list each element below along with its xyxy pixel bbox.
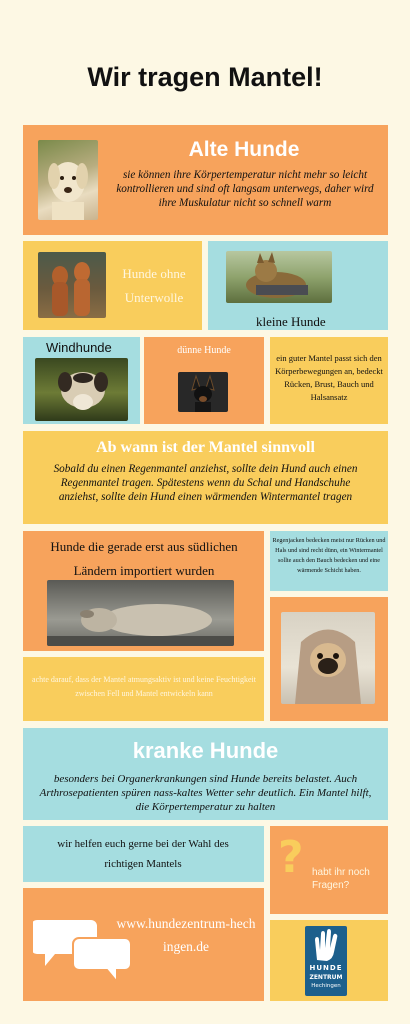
atmung-text: achte darauf, dass der Mantel atmungsaktiv ist und keine Feuchtigkeit zwischen Fell und Mantel entwickeln kann	[32, 675, 256, 698]
logo-text-hechingen: Hechingen	[311, 983, 341, 989]
greyhound-photo	[35, 358, 128, 421]
vizsla-dogs-photo	[38, 252, 106, 318]
windhunde-label: Windhunde	[46, 340, 112, 355]
old-labrador-photo	[38, 140, 98, 220]
ohne-unterwolle-label: Hunde ohne Unterwolle	[122, 266, 186, 305]
logo-text-hunde: HUNDE	[309, 964, 343, 972]
yorkshire-terrier-photo	[226, 251, 332, 303]
alte-hunde-heading: Alte Hunde	[188, 138, 300, 161]
regenjacken-text: Regenjacken bedecken meist nur Rücken und Hals und sind recht dünn, ein Wintermantel sollte auch den Bauch bedecken und eine wärmende Schicht haben.	[272, 537, 386, 574]
ab-wann-heading: Ab wann ist der Mantel sinnvoll	[96, 439, 315, 456]
fragen-text: habt ihr noch Fragen?	[312, 867, 370, 891]
kleine-hunde-label: kleine Hunde	[256, 314, 326, 329]
logo-text-zentrum: ZENTRUM	[309, 974, 343, 981]
ab-wann-text: Sobald du einen Regenmantel anziehst, sollte dein Hund auch einen Regenmantel tragen. Spätestens wenn du Schal und Handschuhe anziehst, sollte dein Hund einen wärmenden Wintermantel tragen	[53, 463, 358, 503]
suedlich-heading: Hunde die gerade erst aus südlichen Ländern importiert wurden	[50, 539, 238, 578]
hundezentrum-logo	[305, 926, 347, 996]
duenne-hunde-label: dünne Hunde	[177, 345, 231, 356]
page-title: Wir tragen Mantel!	[87, 62, 323, 92]
helfen-text: wir helfen euch gerne bei der Wahl des richtigen Mantels	[57, 838, 229, 870]
guter-mantel-text: ein guter Mantel passt sich den Körperbewegungen an, bedeckt Rücken, Brust, Bauch und Halsansatz	[275, 353, 383, 402]
kranke-hunde-heading: kranke Hunde	[132, 738, 279, 763]
website-link[interactable]: www.hundezentrum-hechingen.de	[116, 916, 256, 954]
kranke-hunde-text: besonders bei Organerkrankungen sind Hunde bereits belastet. Auch Arthrosepatienten spüren nass-kaltes Wetter sehr deutlich. Ein Mantel hilft, die Körpertemperatur zu halten	[39, 773, 372, 813]
miniature-pinscher-photo	[178, 372, 228, 412]
alte-hunde-text: sie können ihre Körpertemperatur nicht mehr so leicht kontrollieren und sind oft langsam unterwegs, daher wird ihre Muskulatur nicht so schnell warm	[116, 169, 374, 209]
stray-dog-photo	[47, 580, 234, 646]
hand-paw-logo	[305, 926, 347, 964]
question-mark-icon: ?	[278, 832, 304, 883]
pug-in-blanket-photo	[281, 612, 375, 704]
